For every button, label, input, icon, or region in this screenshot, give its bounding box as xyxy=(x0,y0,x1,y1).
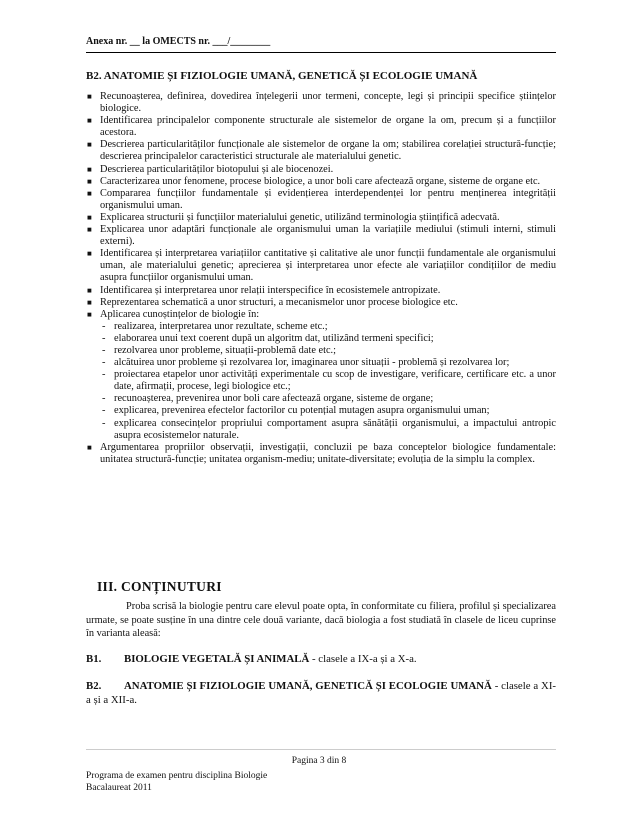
list-item: ■ Argumentarea propriilor observații, investigații, concluzii pe baza conceptelor biologice fundamentale: unitatea structură-funcție; unitatea organism-mediu; unitate-diversitate; evoluția de la simplu la complex. xyxy=(87,441,556,465)
square-bullet-icon: ■ xyxy=(87,309,92,319)
variant-label: B2. xyxy=(86,680,102,692)
list-item: ■ Compararea funcțiilor fundamentale și evidențierea interdependenței lor pentru menținerea integrității organismului uman. xyxy=(87,187,556,211)
list-item: ■ Aplicarea cunoștințelor de biologie în: xyxy=(87,308,260,320)
page-number: Pagina 3 din 8 xyxy=(291,756,347,766)
list-item: ■ Identificarea și interpretarea variațiilor cantitative și calitative ale unor funcții fundamentale ale organismului uman, ale materialului genetic; aprecierea și interpretarea unor efecte ale variațiilor condițiilor de mediu asupra funcțiilor organismului uman. xyxy=(87,248,556,284)
square-bullet-icon: ■ xyxy=(87,285,92,295)
square-bullet-icon: ■ xyxy=(87,188,92,198)
page-header: Anexa nr. __ la OMECTS nr. ___/________ xyxy=(86,36,271,47)
sub-list-item: - alcătuirea unor probleme și rezolvarea lor, imaginarea unor situații - problemă și rezolvarea lor; xyxy=(102,357,510,369)
sub-list-item: - rezolvarea unor probleme, situații-problemă date etc.; xyxy=(102,344,337,356)
square-bullet-icon: ■ xyxy=(87,225,92,235)
sub-list-item: - realizarea, interpretarea unor rezultate, scheme etc.; xyxy=(102,320,328,332)
square-bullet-icon: ■ xyxy=(87,140,92,150)
variant-label: B1. xyxy=(86,653,102,665)
sub-list-item: - explicarea consecințelor propriului comportament asupra sănătății organismului, a impactului antropic asupra ecosistemelor naturale. xyxy=(102,417,556,441)
variant-b2 xyxy=(86,680,556,707)
chapter-title: III. CONȚINUTURI xyxy=(97,579,222,594)
section-title-b2: B2. ANATOMIE ȘI FIZIOLOGIE UMANĂ, GENETICĂ ȘI ECOLOGIE UMANĂ xyxy=(86,70,478,82)
sub-list-item: - elaborarea unui text coerent după un algoritm dat, utilizând termeni specifici; xyxy=(102,332,434,344)
list-item: ■ Reprezentarea schematică a unor structuri, a mecanismelor unor procese biologice etc. xyxy=(87,296,458,308)
square-bullet-icon: ■ xyxy=(87,164,92,174)
list-item: ■ Descrierea particularităților funcționale ale sistemelor de organe la om; stabilirea corelației structură-funcție; descrierea principalelor caracteristici structurale ale materialului genetic. xyxy=(87,139,556,163)
square-bullet-icon: ■ xyxy=(87,297,92,307)
square-bullet-icon: ■ xyxy=(87,92,92,101)
footer-divider xyxy=(86,749,556,750)
square-bullet-icon: ■ xyxy=(87,249,92,259)
sub-list xyxy=(86,321,556,442)
list-item: ■ Descrierea particularităților biotopului și ale biocenozei. xyxy=(87,163,334,175)
square-bullet-icon: ■ xyxy=(87,116,92,126)
variant-title: ANATOMIE ȘI FIZIOLOGIE UMANĂ, GENETICĂ ȘI ECOLOGIE UMANĂ xyxy=(124,680,492,692)
variant-title: BIOLOGIE VEGETALĂ ȘI ANIMALĂ xyxy=(124,653,310,665)
sub-list-item: - proiectarea etapelor unor activități experimentale cu scop de investigare, verificare, certificare etc. a unor date, afirmații, procese, legi biologice etc.; xyxy=(102,369,556,393)
page-footer xyxy=(86,770,267,794)
list-item: ■ Explicarea unor adaptări funcționale ale organismului uman la variațiile mediului (stimuli interni, stimuli externi). xyxy=(87,224,556,248)
list-item: ■ Identificarea principalelor componente structurale ale sistemelor de organe la om, precum și a funcțiilor acestora. xyxy=(87,115,556,139)
header-divider xyxy=(86,52,556,53)
sub-list-item: - explicarea, prevenirea efectelor factorilor cu potențial mutagen asupra organismului uman; xyxy=(102,405,490,417)
square-bullet-icon: ■ xyxy=(87,176,92,186)
variant-classes: - clasele a IX-a și a X-a. xyxy=(309,653,417,665)
variant-classes: - clasele a XI-a și a XII-a. xyxy=(86,680,557,706)
list-item: ■ Caracterizarea unor fenomene, procese biologice, a unor boli care afectează organe, sisteme de organe etc. xyxy=(87,175,541,187)
list-item: ■ Recunoașterea, definirea, dovedirea înțelegerii unor termeni, concepte, legi și principii specifice științelor biologice. xyxy=(87,91,556,115)
square-bullet-icon: ■ xyxy=(87,442,92,452)
list-item: ■ Explicarea structurii și funcțiilor materialului genetic, utilizând terminologia științifică adecvată. xyxy=(87,211,500,223)
sub-list-item: - recunoașterea, prevenirea unor boli care afectează organe, sisteme de organe; xyxy=(102,393,434,405)
intro-paragraph: Proba scrisă la biologie pentru care elevul poate opta, în conformitate cu filiera, profilul și specializarea urmate, se poate susține în una dintre cele două variante, dacă biologia a fost studiată în clasele de liceu cuprinse în varianta aleasă: xyxy=(86,601,556,640)
variant-b1 xyxy=(86,653,556,665)
competencies-list xyxy=(86,91,556,466)
list-item: ■ Identificarea și interpretarea unor relații interspecifice în ecosistemele antropizate. xyxy=(87,284,441,296)
footer-line: Bacalaureat 2011 xyxy=(86,783,152,793)
square-bullet-icon: ■ xyxy=(87,212,92,222)
footer-line: Programa de examen pentru disciplina Biologie xyxy=(86,771,268,781)
